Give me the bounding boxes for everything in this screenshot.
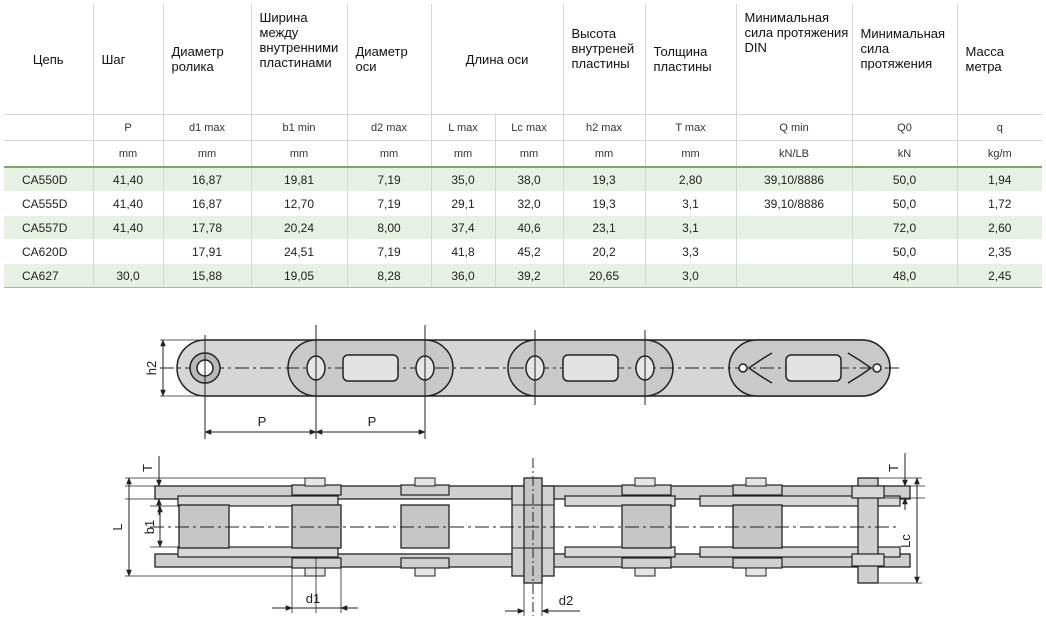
chain-name-cell: CA627 (4, 264, 93, 288)
cotter-pin-icon (739, 364, 747, 372)
unit-cell: kg/m (957, 141, 1042, 168)
table-cell: 3,1 (645, 192, 736, 216)
pin-head (622, 558, 671, 568)
t-label: T (886, 464, 901, 472)
unit-cell: mm (563, 141, 645, 168)
plate-slot (786, 355, 841, 381)
unit-cell: mm (347, 141, 431, 168)
table-cell: 19,81 (251, 167, 347, 192)
table-cell: 37,4 (431, 216, 495, 240)
header-plate-height: Высота внутреней пластины (563, 4, 645, 115)
table-cell: 35,0 (431, 167, 495, 192)
unit-cell: mm (251, 141, 347, 168)
header-row (4, 4, 1042, 115)
unit-cell: mm (93, 141, 163, 168)
pin-head (292, 558, 341, 568)
table-cell: 19,3 (563, 192, 645, 216)
header-tensile: Минимальная сила протяжения (852, 4, 957, 115)
table-cell: 40,6 (495, 216, 563, 240)
symbol-cell: d1 max (163, 115, 251, 141)
symbol-cell: d2 max (347, 115, 431, 141)
pin-head (733, 558, 782, 568)
end-plate (852, 554, 884, 566)
table-cell: 39,2 (495, 264, 563, 288)
pitch-label: P (367, 414, 377, 429)
table-cell: 2,60 (957, 216, 1042, 240)
pitch-label: P (257, 414, 267, 429)
table-cell: 29,1 (431, 192, 495, 216)
unit-cell: kN/LB (736, 141, 852, 168)
plate-slot (343, 355, 398, 381)
chain-name-cell: CA555D (4, 192, 93, 216)
pin-tip (746, 478, 766, 486)
table-row (4, 264, 1042, 288)
t-label: T (140, 464, 155, 472)
table-cell (736, 216, 852, 240)
unit-cell: mm (645, 141, 736, 168)
table-cell: 23,1 (563, 216, 645, 240)
table-cell: 50,0 (852, 240, 957, 264)
chain-spec-table (4, 4, 1042, 288)
symbol-cell: Lc max (495, 115, 563, 141)
plate-slot (563, 355, 618, 381)
symbol-cell: b1 min (251, 115, 347, 141)
chain-name-cell: CA620D (4, 240, 93, 264)
header-pin-length: Длина оси (431, 4, 563, 115)
table-cell: 15,88 (163, 264, 251, 288)
table-cell: 2,80 (645, 167, 736, 192)
table-cell: 12,70 (251, 192, 347, 216)
pin-tip (415, 568, 435, 576)
table-cell: 38,0 (495, 167, 563, 192)
table-cell: 19,3 (563, 167, 645, 192)
d2-label: d2 (558, 593, 574, 608)
d1-label: d1 (305, 591, 321, 606)
table-cell: 7,19 (347, 192, 431, 216)
pin-tip (635, 568, 655, 576)
table-cell: 7,19 (347, 240, 431, 264)
table-cell: 2,35 (957, 240, 1042, 264)
chain-name-cell: CA557D (4, 216, 93, 240)
symbol-cell: T max (645, 115, 736, 141)
table-cell: 24,51 (251, 240, 347, 264)
table-cell: 50,0 (852, 167, 957, 192)
chain-name-cell: CA550D (4, 167, 93, 192)
end-plate (852, 486, 884, 498)
table-cell (736, 240, 852, 264)
pin-tip (305, 568, 325, 576)
table-cell: 72,0 (852, 216, 957, 240)
pin-tip (415, 478, 435, 486)
table-cell: 41,40 (93, 167, 163, 192)
table-cell: 8,28 (347, 264, 431, 288)
table-cell: 41,8 (431, 240, 495, 264)
table-cell: 41,40 (93, 216, 163, 240)
table-cell: 8,00 (347, 216, 431, 240)
pin-tip (746, 568, 766, 576)
pin-tip (305, 478, 325, 486)
table-cell: 3,1 (645, 216, 736, 240)
table-cell: 16,87 (163, 192, 251, 216)
unit-cell: mm (495, 141, 563, 168)
l-label: L (110, 523, 125, 531)
table-cell: 30,0 (93, 264, 163, 288)
header-mass: Масса метра (965, 44, 1004, 74)
header-plate-thickness: Толщина пластины (645, 4, 736, 115)
symbol-cell: q (957, 115, 1042, 141)
symbol-cell: Q min (736, 115, 852, 141)
table-cell: 17,91 (163, 240, 251, 264)
symbol-cell: L max (431, 115, 495, 141)
table-row (4, 192, 1042, 216)
header-pin-diameter: Диаметр оси (347, 4, 431, 115)
table-cell: 19,05 (251, 264, 347, 288)
table-cell: 36,0 (431, 264, 495, 288)
table-cell: 48,0 (852, 264, 957, 288)
table-cell: 3,0 (645, 264, 736, 288)
header-pitch: Шаг (93, 4, 163, 115)
unit-row (4, 141, 1042, 168)
h2-label: h2 (144, 360, 159, 376)
table-cell: 41,40 (93, 192, 163, 216)
table-cell: 50,0 (852, 192, 957, 216)
lc-label: Lc (898, 534, 913, 548)
table-row (4, 167, 1042, 192)
table-cell: 39,10/8886 (736, 167, 852, 192)
table-cell: 7,19 (347, 167, 431, 192)
table-cell: 2,45 (957, 264, 1042, 288)
table-cell: 20,2 (563, 240, 645, 264)
pin-head (401, 558, 449, 568)
pin-tip (635, 478, 655, 486)
header-tensile-din: Минимальная сила протяжения DIN (736, 4, 852, 115)
header-chain: Цепь (4, 4, 93, 115)
header-roller-diameter: Диаметр ролика (163, 4, 251, 115)
unit-cell: mm (163, 141, 251, 168)
table-cell: 17,78 (163, 216, 251, 240)
unit-cell: kN (852, 141, 957, 168)
table-cell: 1,94 (957, 167, 1042, 192)
table-cell: 3,3 (645, 240, 736, 264)
table-cell: 1,72 (957, 192, 1042, 216)
table-row (4, 240, 1042, 264)
table-cell: 20,65 (563, 264, 645, 288)
table-cell (736, 264, 852, 288)
table-cell: 45,2 (495, 240, 563, 264)
cotter-pin-icon (873, 364, 881, 372)
table-cell: 20,24 (251, 216, 347, 240)
table-cell: 39,10/8886 (736, 192, 852, 216)
table-cell: 16,87 (163, 167, 251, 192)
b1-label: b1 (142, 519, 157, 535)
table-cell (93, 240, 163, 264)
symbol-cell: Q0 (852, 115, 957, 141)
table-row (4, 216, 1042, 240)
symbol-row (4, 115, 1042, 141)
table-cell: 32,0 (495, 192, 563, 216)
header-inner-width: Ширина между внутренними пластинами (251, 4, 347, 115)
unit-cell: mm (431, 141, 495, 168)
chain-side-view (0, 315, 1046, 445)
chain-top-view (0, 448, 1046, 619)
symbol-cell: P (93, 115, 163, 141)
symbol-cell: h2 max (563, 115, 645, 141)
